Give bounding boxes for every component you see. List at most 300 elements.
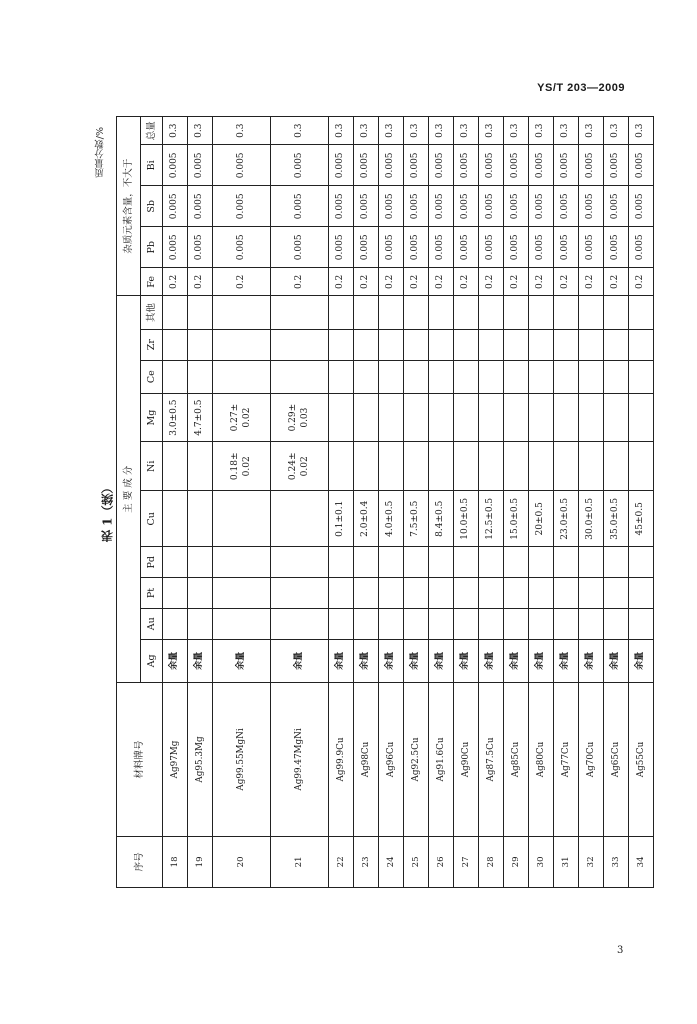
cell-ce xyxy=(529,360,554,393)
cell-grade: Ag95.3Mg xyxy=(188,683,213,837)
cell-bi: 0.005 xyxy=(404,145,429,186)
cell-other xyxy=(163,296,188,329)
cell-fe: 0.2 xyxy=(404,268,429,296)
cell-ce xyxy=(329,360,354,393)
table-row xyxy=(379,117,404,888)
cell-ag: 余量 xyxy=(404,639,429,683)
cell-fe: 0.2 xyxy=(629,268,654,296)
table-row xyxy=(479,117,504,888)
cell-sb: 0.005 xyxy=(454,186,479,227)
cell-ni xyxy=(554,442,579,491)
cell-au xyxy=(479,608,504,639)
cell-ce xyxy=(504,360,529,393)
header-pb: Pb xyxy=(141,227,163,268)
cell-cu: 2.0±0.4 xyxy=(354,491,379,547)
cell-au xyxy=(379,608,404,639)
cell-other xyxy=(579,296,604,329)
cell-pb: 0.005 xyxy=(554,227,579,268)
cell-fe: 0.2 xyxy=(354,268,379,296)
cell-ag: 余量 xyxy=(163,639,188,683)
cell-pd xyxy=(629,547,654,578)
cell-ce xyxy=(554,360,579,393)
cell-grade: Ag65Cu xyxy=(604,683,629,837)
cell-au xyxy=(554,608,579,639)
table-row xyxy=(604,117,629,888)
cell-pd xyxy=(271,547,329,578)
header-au: Au xyxy=(141,608,163,639)
table-row xyxy=(454,117,479,888)
cell-zr xyxy=(404,329,429,360)
cell-total: 0.3 xyxy=(354,117,379,145)
cell-mg xyxy=(479,393,504,442)
cell-mg: 3.0±0.5 xyxy=(163,393,188,442)
cell-grade: Ag98Cu xyxy=(354,683,379,837)
table-row xyxy=(271,117,329,888)
cell-ni xyxy=(429,442,454,491)
cell-au xyxy=(271,608,329,639)
cell-mg xyxy=(579,393,604,442)
cell-fe: 0.2 xyxy=(429,268,454,296)
cell-ni xyxy=(379,442,404,491)
cell-other xyxy=(629,296,654,329)
cell-no: 27 xyxy=(454,836,479,887)
table-row xyxy=(429,117,454,888)
cell-pt xyxy=(354,578,379,609)
cell-ni xyxy=(354,442,379,491)
cell-bi: 0.005 xyxy=(579,145,604,186)
cell-grade: Ag99.9Cu xyxy=(329,683,354,837)
cell-mg xyxy=(354,393,379,442)
cell-bi: 0.005 xyxy=(429,145,454,186)
cell-mg xyxy=(529,393,554,442)
cell-fe: 0.2 xyxy=(271,268,329,296)
cell-ni xyxy=(529,442,554,491)
cell-other xyxy=(529,296,554,329)
header-total: 总量 xyxy=(141,117,163,145)
cell-other xyxy=(554,296,579,329)
cell-ni xyxy=(454,442,479,491)
cell-bi: 0.005 xyxy=(213,145,271,186)
cell-fe: 0.2 xyxy=(454,268,479,296)
cell-grade: Ag90Cu xyxy=(454,683,479,837)
cell-cu: 15.0±0.5 xyxy=(504,491,529,547)
table-row xyxy=(504,117,529,888)
cell-cu: 10.0±0.5 xyxy=(454,491,479,547)
cell-ce xyxy=(379,360,404,393)
cell-au xyxy=(429,608,454,639)
cell-ce xyxy=(354,360,379,393)
cell-bi: 0.005 xyxy=(554,145,579,186)
cell-no: 24 xyxy=(379,836,404,887)
cell-pb: 0.005 xyxy=(579,227,604,268)
cell-bi: 0.005 xyxy=(504,145,529,186)
cell-sb: 0.005 xyxy=(604,186,629,227)
cell-ce xyxy=(629,360,654,393)
cell-pb: 0.005 xyxy=(604,227,629,268)
cell-zr xyxy=(329,329,354,360)
cell-ni xyxy=(604,442,629,491)
cell-fe: 0.2 xyxy=(604,268,629,296)
composition-table-wrapper xyxy=(116,116,646,888)
cell-bi: 0.005 xyxy=(529,145,554,186)
cell-pd xyxy=(163,547,188,578)
header-main-composition: 主 要 成 分 xyxy=(117,296,141,683)
cell-pb: 0.005 xyxy=(529,227,554,268)
cell-ag: 余量 xyxy=(271,639,329,683)
cell-zr xyxy=(354,329,379,360)
cell-no: 26 xyxy=(429,836,454,887)
cell-ni xyxy=(504,442,529,491)
cell-au xyxy=(629,608,654,639)
cell-zr xyxy=(554,329,579,360)
unit-note: 质量分数/% xyxy=(95,127,106,178)
cell-ce xyxy=(213,360,271,393)
cell-no: 25 xyxy=(404,836,429,887)
cell-total: 0.3 xyxy=(188,117,213,145)
cell-zr xyxy=(429,329,454,360)
cell-ce xyxy=(579,360,604,393)
cell-zr xyxy=(379,329,404,360)
header-no: 序号 xyxy=(117,836,163,887)
cell-grade: Ag70Cu xyxy=(579,683,604,837)
cell-cu: 8.4±0.5 xyxy=(429,491,454,547)
cell-mg xyxy=(629,393,654,442)
cell-pt xyxy=(554,578,579,609)
cell-pd xyxy=(454,547,479,578)
cell-pb: 0.005 xyxy=(213,227,271,268)
cell-pb: 0.005 xyxy=(429,227,454,268)
cell-zr xyxy=(479,329,504,360)
cell-bi: 0.005 xyxy=(354,145,379,186)
cell-mg xyxy=(379,393,404,442)
cell-ag: 余量 xyxy=(188,639,213,683)
cell-mg: 0.27± 0.02 xyxy=(213,393,271,442)
cell-pt xyxy=(604,578,629,609)
cell-au xyxy=(604,608,629,639)
cell-ag: 余量 xyxy=(479,639,504,683)
standard-code: YS/T 203—2009 xyxy=(537,82,625,94)
header-pt: Pt xyxy=(141,578,163,609)
cell-mg xyxy=(604,393,629,442)
header-fe: Fe xyxy=(141,268,163,296)
cell-au xyxy=(579,608,604,639)
cell-pb: 0.005 xyxy=(479,227,504,268)
cell-pt xyxy=(579,578,604,609)
cell-au xyxy=(404,608,429,639)
cell-ag: 余量 xyxy=(329,639,354,683)
cell-bi: 0.005 xyxy=(479,145,504,186)
cell-fe: 0.2 xyxy=(188,268,213,296)
cell-ni xyxy=(404,442,429,491)
cell-au xyxy=(329,608,354,639)
cell-cu: 23.0±0.5 xyxy=(554,491,579,547)
header-mg: Mg xyxy=(141,393,163,442)
cell-bi: 0.005 xyxy=(329,145,354,186)
cell-fe: 0.2 xyxy=(329,268,354,296)
cell-au xyxy=(188,608,213,639)
cell-fe: 0.2 xyxy=(504,268,529,296)
cell-pb: 0.005 xyxy=(404,227,429,268)
cell-total: 0.3 xyxy=(429,117,454,145)
cell-ag: 余量 xyxy=(354,639,379,683)
table-row xyxy=(188,117,213,888)
cell-bi: 0.005 xyxy=(163,145,188,186)
cell-mg xyxy=(404,393,429,442)
cell-au xyxy=(529,608,554,639)
cell-total: 0.3 xyxy=(629,117,654,145)
cell-pd xyxy=(188,547,213,578)
header-cu: Cu xyxy=(141,491,163,547)
cell-pd xyxy=(529,547,554,578)
cell-ag: 余量 xyxy=(379,639,404,683)
cell-cu: 45±0.5 xyxy=(629,491,654,547)
cell-other xyxy=(404,296,429,329)
header-ce: Ce xyxy=(141,360,163,393)
cell-zr xyxy=(454,329,479,360)
cell-ce xyxy=(454,360,479,393)
cell-ce xyxy=(429,360,454,393)
cell-mg: 4.7±0.5 xyxy=(188,393,213,442)
cell-ag: 余量 xyxy=(554,639,579,683)
cell-ce xyxy=(479,360,504,393)
cell-other xyxy=(604,296,629,329)
cell-pd xyxy=(579,547,604,578)
cell-pb: 0.005 xyxy=(329,227,354,268)
cell-ni: 0.18± 0.02 xyxy=(213,442,271,491)
cell-no: 30 xyxy=(529,836,554,887)
table-title: 表 1（续） xyxy=(100,481,115,543)
cell-fe: 0.2 xyxy=(529,268,554,296)
cell-ce xyxy=(163,360,188,393)
header-other: 其他 xyxy=(141,296,163,329)
cell-sb: 0.005 xyxy=(529,186,554,227)
cell-pt xyxy=(379,578,404,609)
cell-mg xyxy=(454,393,479,442)
header-sb: Sb xyxy=(141,186,163,227)
cell-sb: 0.005 xyxy=(329,186,354,227)
cell-no: 34 xyxy=(629,836,654,887)
cell-pd xyxy=(213,547,271,578)
cell-au xyxy=(213,608,271,639)
cell-total: 0.3 xyxy=(404,117,429,145)
cell-pt xyxy=(213,578,271,609)
cell-other xyxy=(329,296,354,329)
cell-bi: 0.005 xyxy=(379,145,404,186)
table-row xyxy=(404,117,429,888)
cell-other xyxy=(354,296,379,329)
cell-no: 23 xyxy=(354,836,379,887)
cell-pb: 0.005 xyxy=(163,227,188,268)
cell-other xyxy=(504,296,529,329)
cell-other xyxy=(454,296,479,329)
header-ni: Ni xyxy=(141,442,163,491)
cell-grade: Ag77Cu xyxy=(554,683,579,837)
cell-zr xyxy=(529,329,554,360)
header-bi: Bi xyxy=(141,145,163,186)
cell-ni xyxy=(188,442,213,491)
cell-mg xyxy=(554,393,579,442)
cell-other xyxy=(379,296,404,329)
cell-sb: 0.005 xyxy=(379,186,404,227)
cell-zr xyxy=(188,329,213,360)
cell-cu xyxy=(213,491,271,547)
cell-cu: 12.5±0.5 xyxy=(479,491,504,547)
cell-au xyxy=(354,608,379,639)
cell-pt xyxy=(454,578,479,609)
header-ag: Ag xyxy=(141,639,163,683)
cell-sb: 0.005 xyxy=(354,186,379,227)
cell-total: 0.3 xyxy=(329,117,354,145)
cell-pt xyxy=(188,578,213,609)
cell-pd xyxy=(504,547,529,578)
composition-table xyxy=(116,116,654,888)
cell-grade: Ag96Cu xyxy=(379,683,404,837)
table-row xyxy=(354,117,379,888)
cell-zr xyxy=(271,329,329,360)
cell-grade: Ag85Cu xyxy=(504,683,529,837)
cell-no: 19 xyxy=(188,836,213,887)
cell-ag: 余量 xyxy=(604,639,629,683)
cell-cu: 0.1±0.1 xyxy=(329,491,354,547)
cell-ag: 余量 xyxy=(579,639,604,683)
cell-pd xyxy=(604,547,629,578)
cell-fe: 0.2 xyxy=(213,268,271,296)
cell-ag: 余量 xyxy=(629,639,654,683)
cell-sb: 0.005 xyxy=(163,186,188,227)
cell-pt xyxy=(629,578,654,609)
cell-sb: 0.005 xyxy=(579,186,604,227)
cell-sb: 0.005 xyxy=(188,186,213,227)
cell-no: 21 xyxy=(271,836,329,887)
cell-ag: 余量 xyxy=(504,639,529,683)
cell-bi: 0.005 xyxy=(629,145,654,186)
cell-pt xyxy=(504,578,529,609)
cell-other xyxy=(429,296,454,329)
cell-ni: 0.24± 0.02 xyxy=(271,442,329,491)
cell-pb: 0.005 xyxy=(188,227,213,268)
cell-ag: 余量 xyxy=(529,639,554,683)
cell-sb: 0.005 xyxy=(429,186,454,227)
cell-no: 28 xyxy=(479,836,504,887)
cell-ag: 余量 xyxy=(429,639,454,683)
cell-ce xyxy=(271,360,329,393)
cell-no: 33 xyxy=(604,836,629,887)
cell-ni xyxy=(479,442,504,491)
cell-zr xyxy=(604,329,629,360)
cell-no: 18 xyxy=(163,836,188,887)
cell-pt xyxy=(163,578,188,609)
cell-total: 0.3 xyxy=(604,117,629,145)
cell-zr xyxy=(629,329,654,360)
cell-pd xyxy=(554,547,579,578)
cell-cu xyxy=(163,491,188,547)
page-number: 3 xyxy=(617,945,624,956)
cell-grade: Ag91.6Cu xyxy=(429,683,454,837)
cell-ce xyxy=(188,360,213,393)
cell-pd xyxy=(329,547,354,578)
cell-pd xyxy=(379,547,404,578)
cell-total: 0.3 xyxy=(529,117,554,145)
cell-ag: 余量 xyxy=(213,639,271,683)
cell-pb: 0.005 xyxy=(271,227,329,268)
cell-zr xyxy=(163,329,188,360)
cell-fe: 0.2 xyxy=(479,268,504,296)
cell-bi: 0.005 xyxy=(604,145,629,186)
cell-no: 32 xyxy=(579,836,604,887)
header-grade: 材料牌号 xyxy=(117,683,163,837)
cell-grade: Ag55Cu xyxy=(629,683,654,837)
cell-grade: Ag87.5Cu xyxy=(479,683,504,837)
cell-no: 20 xyxy=(213,836,271,887)
cell-total: 0.3 xyxy=(504,117,529,145)
cell-ce xyxy=(404,360,429,393)
cell-mg xyxy=(429,393,454,442)
cell-cu: 20±0.5 xyxy=(529,491,554,547)
table-row xyxy=(529,117,554,888)
cell-grade: Ag80Cu xyxy=(529,683,554,837)
cell-grade: Ag99.55MgNi xyxy=(213,683,271,837)
cell-total: 0.3 xyxy=(271,117,329,145)
cell-pd xyxy=(404,547,429,578)
cell-zr xyxy=(504,329,529,360)
cell-mg xyxy=(504,393,529,442)
cell-fe: 0.2 xyxy=(379,268,404,296)
cell-grade: Ag99.47MgNi xyxy=(271,683,329,837)
cell-grade: Ag97Mg xyxy=(163,683,188,837)
cell-pt xyxy=(429,578,454,609)
cell-total: 0.3 xyxy=(579,117,604,145)
cell-cu: 30.0±0.5 xyxy=(579,491,604,547)
cell-pb: 0.005 xyxy=(629,227,654,268)
cell-total: 0.3 xyxy=(213,117,271,145)
cell-total: 0.3 xyxy=(454,117,479,145)
cell-cu: 4.0±0.5 xyxy=(379,491,404,547)
cell-bi: 0.005 xyxy=(271,145,329,186)
cell-pd xyxy=(354,547,379,578)
cell-sb: 0.005 xyxy=(213,186,271,227)
cell-au xyxy=(163,608,188,639)
cell-other xyxy=(271,296,329,329)
cell-ni xyxy=(579,442,604,491)
table-row xyxy=(329,117,354,888)
cell-mg xyxy=(329,393,354,442)
table-row xyxy=(629,117,654,888)
cell-zr xyxy=(213,329,271,360)
cell-no: 22 xyxy=(329,836,354,887)
table-row xyxy=(163,117,188,888)
cell-total: 0.3 xyxy=(479,117,504,145)
cell-sb: 0.005 xyxy=(504,186,529,227)
cell-cu xyxy=(188,491,213,547)
cell-total: 0.3 xyxy=(554,117,579,145)
cell-fe: 0.2 xyxy=(554,268,579,296)
cell-pt xyxy=(271,578,329,609)
cell-pt xyxy=(329,578,354,609)
cell-ni xyxy=(163,442,188,491)
cell-pt xyxy=(529,578,554,609)
cell-grade: Ag92.5Cu xyxy=(404,683,429,837)
cell-other xyxy=(479,296,504,329)
cell-ce xyxy=(604,360,629,393)
cell-au xyxy=(454,608,479,639)
table-row xyxy=(213,117,271,888)
cell-ni xyxy=(629,442,654,491)
cell-other xyxy=(213,296,271,329)
table-row xyxy=(554,117,579,888)
cell-pd xyxy=(429,547,454,578)
header-impurity: 杂质元素含量，不大于 xyxy=(117,117,141,296)
cell-bi: 0.005 xyxy=(454,145,479,186)
